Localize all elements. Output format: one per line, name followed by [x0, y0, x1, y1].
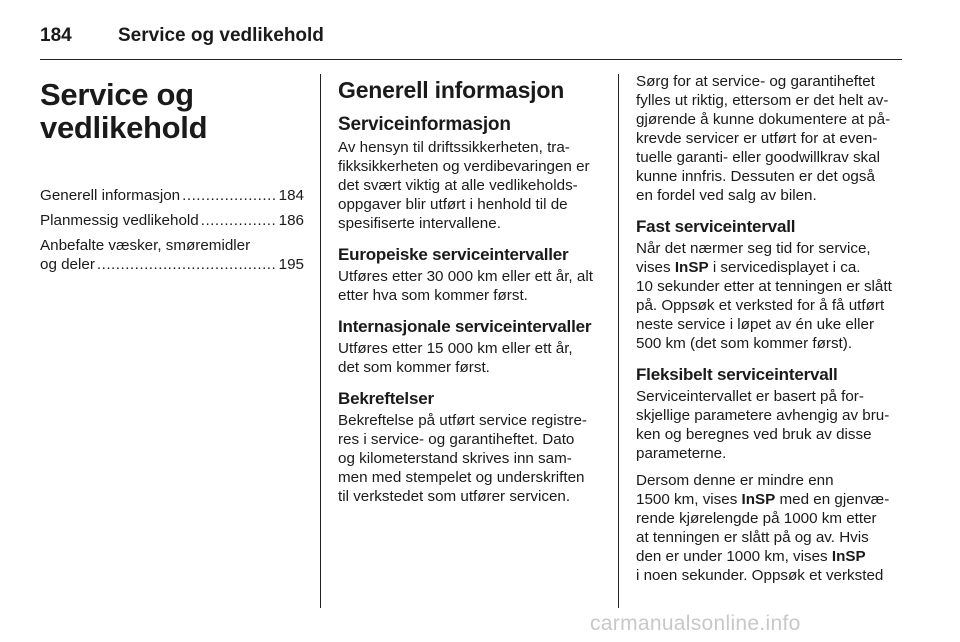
- column-divider-1: [320, 74, 321, 608]
- section-title: Generell informasjon: [338, 77, 565, 103]
- display-code: InSP: [741, 491, 776, 508]
- paragraph: [338, 267, 604, 305]
- toc-label: Generell informasjon: [40, 187, 181, 204]
- text-line: tuelle garanti- eller goodwillkrav skal: [636, 149, 880, 166]
- paragraph: [636, 387, 904, 463]
- subsection-title: Europeiske serviceintervaller: [338, 245, 569, 264]
- toc-label: Planmessig vedlikehold: [40, 212, 199, 229]
- text-line: fylles ut riktig, ettersom er det helt av-: [636, 92, 889, 109]
- toc-label: Anbefalte væsker, smøremidler: [40, 237, 251, 254]
- text-line: en fordel ved salg av bilen.: [636, 187, 817, 204]
- toc-entry[interactable]: [40, 236, 304, 274]
- running-title: Service og vedlikehold: [118, 25, 324, 46]
- text-fragment: med en gjenvæ-: [775, 491, 890, 508]
- paragraph: [636, 72, 904, 205]
- subsection-title: Internasjonale serviceintervaller: [338, 317, 592, 336]
- text-line: res i service- og garantiheftet. Dato: [338, 431, 575, 448]
- text-line: fikksikkerheten og verdibevaringen er: [338, 158, 590, 175]
- chapter-title: [40, 78, 304, 144]
- text-line: etter hva som kommer først.: [338, 287, 528, 304]
- paragraph: [636, 471, 904, 585]
- text-fragment: 1500 km, vises: [636, 491, 742, 508]
- text-line: Sørg for at service- og garantiheftet: [636, 73, 875, 90]
- toc-leader: [182, 186, 277, 205]
- text-line: i noen sekunder. Oppsøk et verksted: [636, 567, 884, 584]
- toc-leader: [201, 211, 277, 230]
- subsection-title: Serviceinformasjon: [338, 114, 511, 135]
- display-code: InSP: [831, 548, 866, 565]
- text-line: Bekreftelse på utført service registre-: [338, 412, 587, 429]
- column-3: [636, 72, 904, 593]
- header-rule: [40, 59, 902, 60]
- text-fragment: vises: [636, 259, 675, 276]
- text-line: ken og beregnes ved bruk av disse: [636, 426, 872, 443]
- column-1: [40, 72, 304, 280]
- text-line: neste service i løpet av én uke eller: [636, 316, 875, 333]
- text-line: at tenningen er slått på og av. Hvis: [636, 529, 869, 546]
- text-line: på. Oppsøk et verksted for å få utført: [636, 297, 885, 314]
- text-fragment: i servicedisplayet i ca.: [708, 259, 861, 276]
- toc-page: 195: [278, 256, 304, 273]
- text-line: Når det nærmer seg tid for service,: [636, 240, 871, 257]
- chapter-title-line: vedlikehold: [40, 110, 208, 145]
- text-line: kunne innfris. Dessuten er det også: [636, 168, 875, 185]
- text-line: krevde servicer er utført for at even-: [636, 130, 878, 147]
- paragraph: [338, 411, 604, 506]
- text-fragment: den er under 1000 km, vises: [636, 548, 832, 565]
- text-line: oppgaver blir utført i henhold til de: [338, 196, 568, 213]
- text-line: parameterne.: [636, 445, 727, 462]
- column-divider-2: [618, 74, 619, 608]
- text-line: skjellige parametere avhengig av bru-: [636, 407, 890, 424]
- text-line: det som kommer først.: [338, 359, 490, 376]
- text-line: Serviceintervallet er basert på for-: [636, 388, 864, 405]
- column-2: [338, 72, 604, 514]
- text-line: og kilometerstand skrives inn sam-: [338, 450, 572, 467]
- text-line: Dersom denne er mindre enn: [636, 472, 834, 489]
- text-line: men med stempelet og underskriften: [338, 469, 585, 486]
- page-number: 184: [40, 25, 72, 46]
- text-line: rende kjørelengde på 1000 km etter: [636, 510, 877, 527]
- table-of-contents: [40, 186, 304, 274]
- text-line: det svært viktig at alle vedlikeholds-: [338, 177, 578, 194]
- text-line: Utføres etter 30 000 km eller ett år, alt: [338, 268, 593, 285]
- text-line: til verkstedet som utfører servicen.: [338, 488, 571, 505]
- toc-page: 186: [278, 212, 304, 229]
- text-line: spesifiserte intervallene.: [338, 215, 501, 232]
- toc-entry[interactable]: [40, 211, 304, 230]
- paragraph: [338, 138, 604, 233]
- toc-entry[interactable]: [40, 186, 304, 205]
- toc-leader: [97, 255, 277, 274]
- watermark: carmanualsonline.info: [590, 612, 801, 635]
- paragraph: [636, 239, 904, 353]
- text-line: 500 km (det som kommer først).: [636, 335, 853, 352]
- text-line: gjørende å kunne dokumentere at på-: [636, 111, 891, 128]
- toc-entry-line: [40, 255, 304, 274]
- toc-label: og deler: [40, 256, 95, 273]
- subsection-title: Fleksibelt serviceintervall: [636, 365, 838, 384]
- chapter-title-line: Service og: [40, 77, 194, 112]
- paragraph: [338, 339, 604, 377]
- text-line: 10 sekunder etter at tenningen er slått: [636, 278, 892, 295]
- subsection-title: Fast serviceintervall: [636, 217, 796, 236]
- toc-page: 184: [278, 187, 304, 204]
- display-code: InSP: [674, 259, 709, 276]
- text-line: Av hensyn til driftssikkerheten, tra-: [338, 139, 570, 156]
- text-line: Utføres etter 15 000 km eller ett år,: [338, 340, 573, 357]
- page-header: [40, 14, 920, 58]
- subsection-title: Bekreftelser: [338, 389, 434, 408]
